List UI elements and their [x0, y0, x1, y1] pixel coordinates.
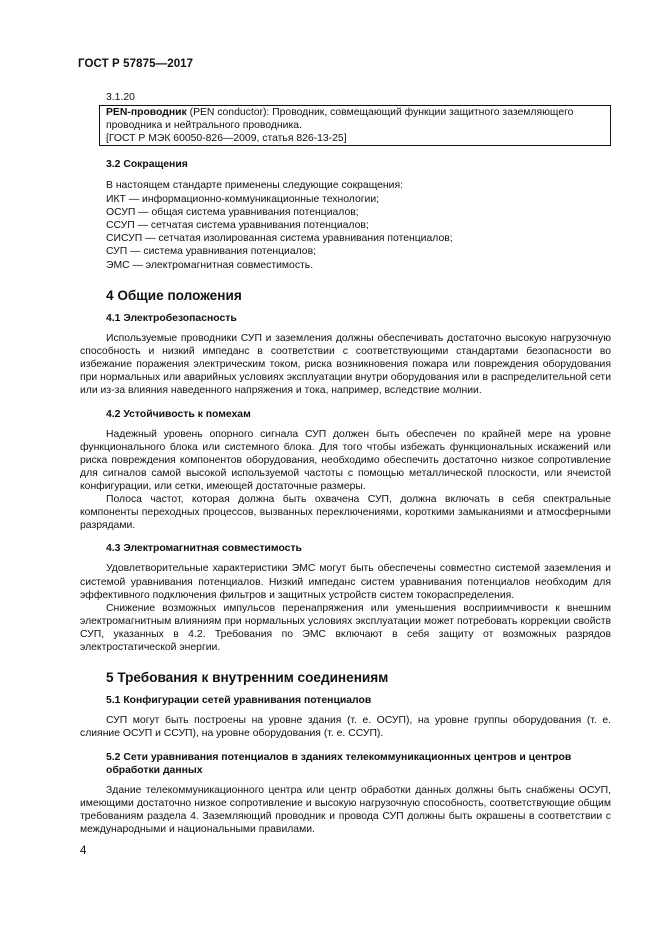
list-item: ИКТ — информационно-коммуникационные технологии; [106, 193, 380, 205]
section-4-1-title: 4.1 Электробезопасность [106, 312, 237, 324]
paragraph: Используемые проводники СУП и заземления должны обеспечивать достаточно высокую нагрузочную способность и низкий импеданс в соответствии с соответствующими стандартами безопасности во избежание поражения электрическим током, риска возникновения пожара или повреждения оборудования при нормальных или аварийных условиях эксплуатации внутри оборудования или в распределительной сети или из-за влияния наведенного напряжения и тока, например, вследствие молнии. [80, 333, 611, 397]
paragraph: Удовлетворительные характеристики ЭМС могут быть обеспечены совместно системой заземления и системой уравнивания потенциалов. Низкий импеданс систем уравнивания потенциалов необходим для эффективного подключения фильтров и защитных устройств систем токораспределения. [80, 563, 611, 601]
paragraph: Надежный уровень опорного сигнала СУП должен быть обеспечен по крайней мере на уровне функционального блока или системного блока. Для того чтобы избежать функциональных искажений или риска повреждения компонентов оборудования, необходимо обеспечить достаточно низкое сопротивление для сигналов самой высокой используемой частоты с помощью металлической плоскости, или ячеистой конфигурации, или сетки, имеющей достаточные размеры. [80, 428, 611, 493]
definition-term: PEN-проводник [106, 107, 187, 119]
definition-number: 3.1.20 [106, 92, 135, 103]
section-5-title: 5 Требования к внутренним соединениям [106, 670, 389, 686]
section-4-2-title: 4.2 Устойчивость к помехам [106, 408, 251, 420]
paragraph: Здание телекоммуникационного центра или центр обработки данных должны быть снабжены ОСУП, имеющими достаточно низкое сопротивление и высокую нагрузочную способность, соответствующие общим требованиям раздела 4. Заземляющий проводник и провода СУП должны быть окрашены в соответствии с международными и национальными правилами. [80, 784, 611, 835]
section-5-2-title: 5.2 Сети уравнивания потенциалов в зданиях телекоммуникационных центров и центров обработки данных [106, 751, 572, 776]
abbreviation-intro: В настоящем стандарте применены следующие сокращения: [106, 180, 403, 192]
page-number: 4 [80, 845, 87, 857]
list-item: СИСУП — сетчатая изолированная система уравнивания потенциалов; [106, 233, 453, 245]
list-item: ЭМС — электромагнитная совместимость. [106, 259, 314, 271]
definition-box [99, 105, 611, 146]
abbreviation-list [80, 179, 611, 271]
section-3-2-title: 3.2 Сокращения [106, 159, 188, 171]
section-4-title: 4 Общие положения [106, 287, 242, 303]
paragraph: Полоса частот, которая должна быть охвачена СУП, должна включать в себя спектральные компоненты переходных процессов, вызванных переключениями, короткими замыканиями и атмосферными разрядами. [80, 494, 611, 532]
section-4-3-title: 4.3 Электромагнитная совместимость [106, 543, 302, 555]
paragraph: Снижение возможных импульсов перенапряжения или уменьшения восприимчивости к внешним электромагнитным влияниям при нормальных условиях эксплуатации может потребовать коррекции свойств СУП, указанных в 4.2. Требования по ЭМС включают в себя защиту от возможных разрядов электростатической энергии. [80, 602, 611, 654]
definition-body [106, 106, 610, 132]
list-item: ССУП — сетчатая система уравнивания потенциалов; [106, 220, 369, 232]
standard-header: ГОСТ Р 57875—2017 [78, 58, 194, 70]
list-item: СУП — система уравнивания потенциалов; [106, 246, 316, 258]
paragraph: СУП могут быть построены на уровне здания (т. е. ОСУП), на уровне группы оборудования (т. е. слияние ОСУП и ССУП), на уровне оборудования (т. е. ССУП). [80, 715, 611, 740]
section-5-1-title: 5.1 Конфигурации сетей уравнивания потенциалов [106, 695, 372, 707]
page-content [80, 91, 611, 836]
definition-source: [ГОСТ Р МЭК 60050-826—2009, статья 826-13-25] [106, 133, 347, 145]
list-item: ОСУП — общая система уравнивания потенциалов; [106, 206, 359, 218]
definition-text: (PEN conductor): Проводник, совмещающий функции защитного заземляющего проводника и нейтрального проводника. [106, 107, 574, 132]
